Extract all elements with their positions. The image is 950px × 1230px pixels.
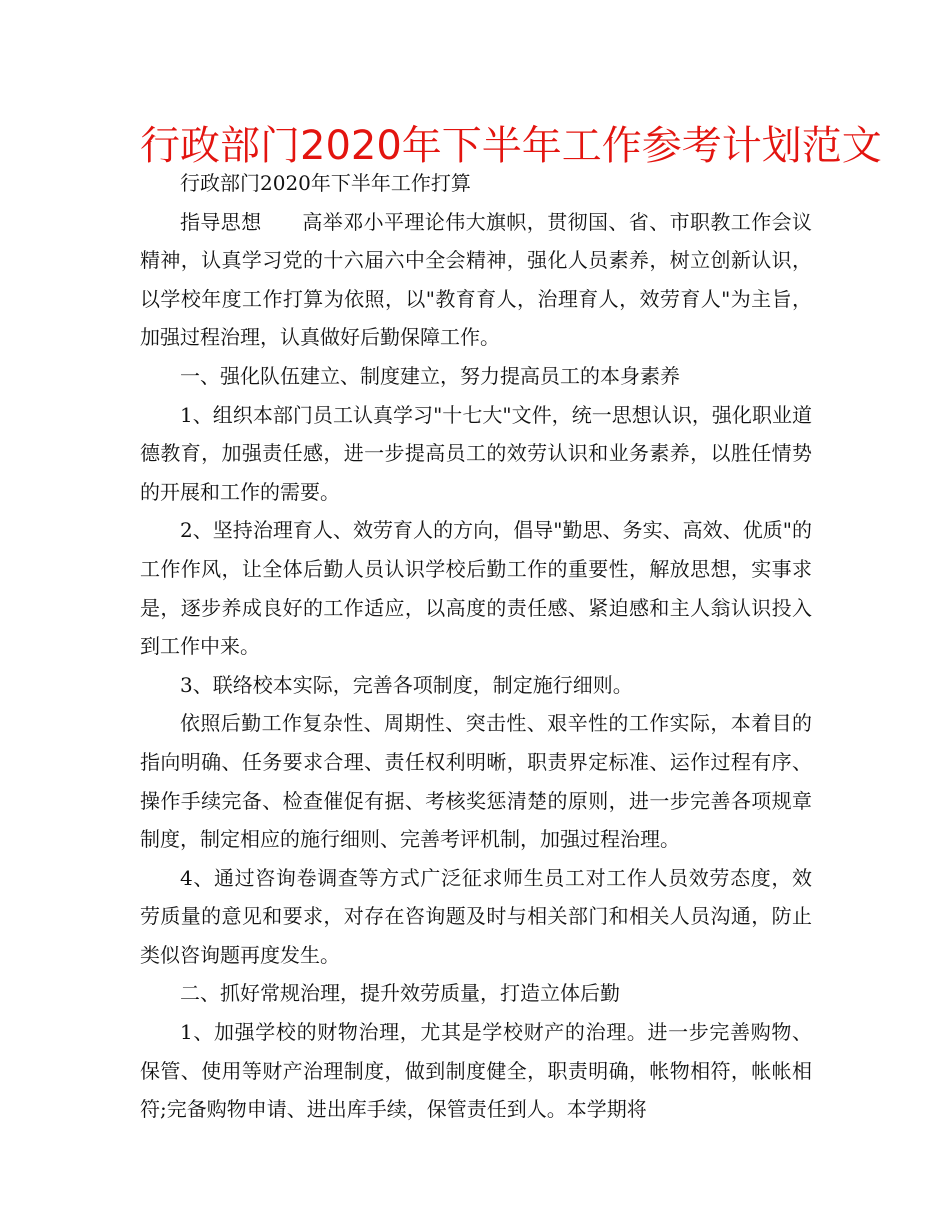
section-heading-1: 一、强化队伍建立、制度建立，努力提高员工的本身素养: [180, 363, 680, 388]
subtitle-paragraph: 行政部门2020年下半年工作打算: [180, 171, 471, 195]
body-paragraph: 1、组织本部门员工认真学习"十七大"文件，统一思想认识，强化职业道德教育，加强责任感，进一步提高员工的效劳认识和业务素养，以胜任情势的开展和工作的需要。: [140, 402, 812, 504]
document-body: [140, 164, 812, 1129]
guiding-thought-paragraph: 指导思想 高举邓小平理论伟大旗帜，贯彻国、省、市职教工作会议精神，认真学习党的十六届六中全会精神，强化人员素养，树立创新认识，以学校年度工作打算为依照，以"教育育人，治理育人，效劳育人"为主旨，加强过程治理，认真做好后勤保障工作。: [140, 209, 812, 350]
body-paragraph: 3、联络校本实际，完善各项制度，制定施行细则。: [180, 672, 633, 697]
body-paragraph: 1、加强学校的财物治理，尤其是学校财产的治理。进一步完善购物、保管、使用等财产治理制度，做到制度健全，职责明确，帐物相符，帐帐相符;完备购物申请、进出库手续，保管责任到人。本学期将: [140, 1020, 812, 1122]
body-paragraph: 2、坚持治理育人、效劳育人的方向，倡导"勤思、务实、高效、优质"的工作作风，让全体后勤人员认识学校后勤工作的重要性，解放思想，实事求是，逐步养成良好的工作适应，以高度的责任感、紧迫感和主人翁认识投入到工作中来。: [140, 518, 812, 659]
body-paragraph: 依照后勤工作复杂性、周期性、突击性、艰辛性的工作实际，本着目的指向明确、任务要求合理、责任权利明晰，职责界定标准、运作过程有序、操作手续完备、检查催促有据、考核奖惩清楚的原则，进一步完善各项规章制度，制定相应的施行细则、完善考评机制，加强过程治理。: [140, 711, 812, 852]
section-heading-2: 二、抓好常规治理，提升效劳质量，打造立体后勤: [180, 981, 620, 1006]
body-paragraph: 4、通过咨询卷调查等方式广泛征求师生员工对工作人员效劳态度，效劳质量的意见和要求，对存在咨询题及时与相关部门和相关人员沟通，防止类似咨询题再度发生。: [140, 865, 812, 967]
document-title: 行政部门2020年下半年工作参考计划范文: [140, 123, 882, 169]
